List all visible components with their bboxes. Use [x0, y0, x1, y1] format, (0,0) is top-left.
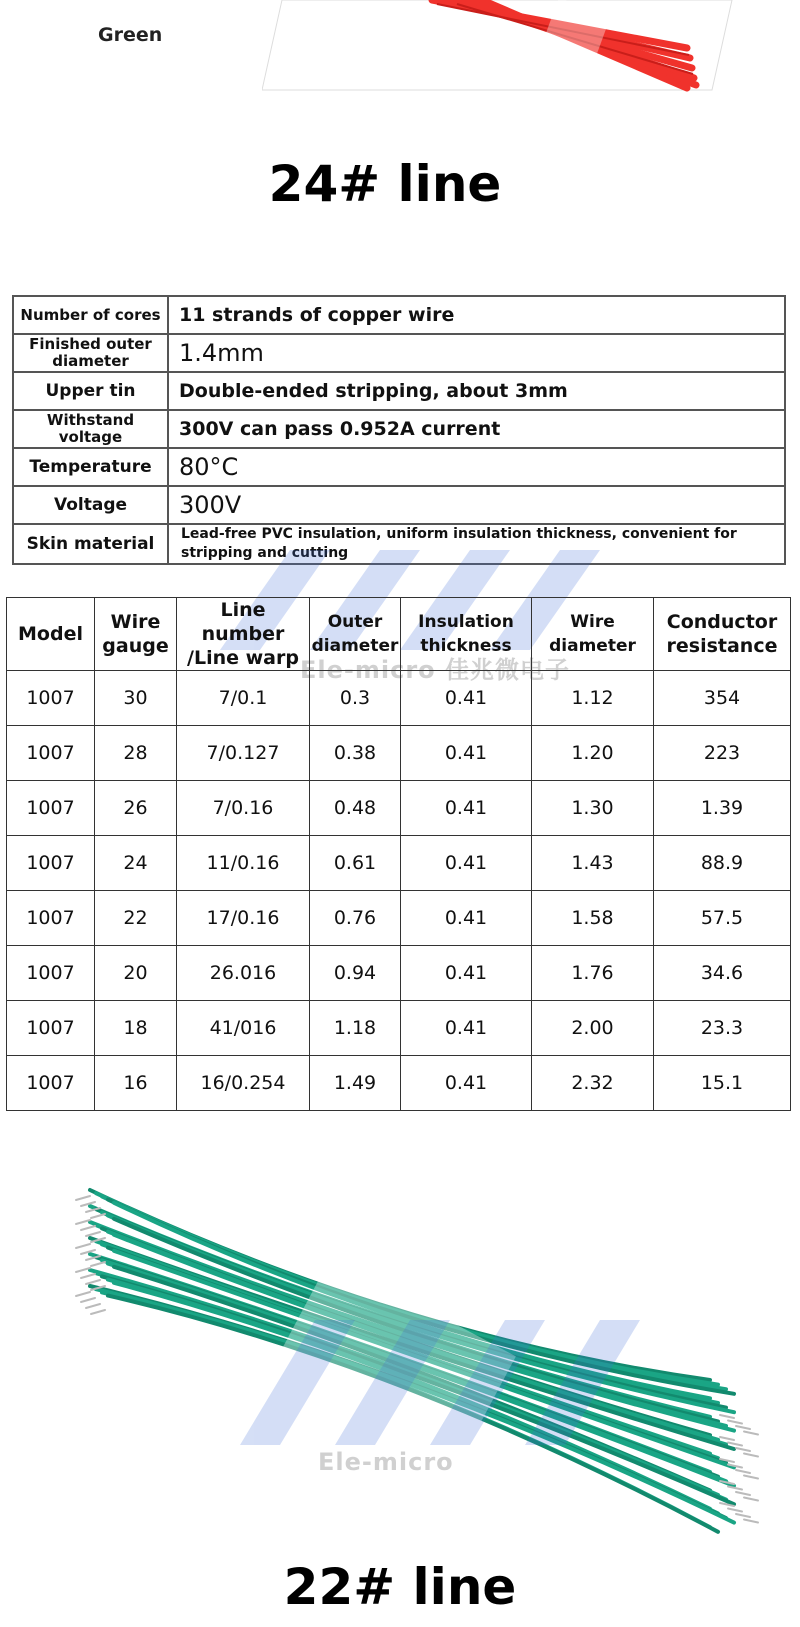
table-cell: 0.41: [401, 946, 532, 1001]
spec-key: Temperature: [13, 448, 168, 486]
table-cell: 15.1: [654, 1056, 791, 1111]
spec-value: Lead-free PVC insulation, uniform insulation thickness, convenient for stripping and cutting: [168, 524, 785, 564]
color-label: Green: [98, 24, 163, 46]
table-cell: 1.43: [532, 836, 654, 891]
table-cell: 0.94: [310, 946, 401, 1001]
table-cell: 24: [95, 836, 177, 891]
table-cell: 0.38: [310, 726, 401, 781]
table-cell: 0.3: [310, 671, 401, 726]
table-cell: 0.41: [401, 1056, 532, 1111]
spec-value: 300V can pass 0.952A current: [168, 410, 785, 448]
table-row: [7, 1056, 791, 1111]
table-cell: 1007: [7, 836, 95, 891]
table-cell: 223: [654, 726, 791, 781]
table-row: [7, 781, 791, 836]
table-cell: 1007: [7, 671, 95, 726]
spec-table: [12, 295, 786, 565]
spec-row: [13, 486, 785, 524]
table-cell: 2.32: [532, 1056, 654, 1111]
table-cell: 7/0.1: [177, 671, 310, 726]
column-header-line-number: Line number /Line warp: [177, 598, 310, 671]
spec-value: Double-ended stripping, about 3mm: [168, 372, 785, 410]
table-cell: 1.18: [310, 1001, 401, 1056]
table-row: [7, 946, 791, 1001]
table-cell: 7/0.16: [177, 781, 310, 836]
table-cell: 26: [95, 781, 177, 836]
table-cell: 1.30: [532, 781, 654, 836]
table-cell: 0.41: [401, 726, 532, 781]
table-cell: 16: [95, 1056, 177, 1111]
table-header-row: [7, 598, 791, 671]
table-row: [7, 836, 791, 891]
table-cell: 1007: [7, 946, 95, 1001]
table-cell: 30: [95, 671, 177, 726]
table-cell: 0.41: [401, 891, 532, 946]
spec-key: Skin material: [13, 524, 168, 564]
table-cell: 1007: [7, 891, 95, 946]
spec-key: Finished outer diameter: [13, 334, 168, 372]
table-cell: 0.76: [310, 891, 401, 946]
table-cell: 1.39: [654, 781, 791, 836]
table-cell: 18: [95, 1001, 177, 1056]
table-cell: 1.76: [532, 946, 654, 1001]
table-cell: 1.20: [532, 726, 654, 781]
table-cell: 2.00: [532, 1001, 654, 1056]
table-cell: 34.6: [654, 946, 791, 1001]
table-row: [7, 671, 791, 726]
spec-key: Number of cores: [13, 296, 168, 334]
table-cell: 1.49: [310, 1056, 401, 1111]
spec-row: [13, 334, 785, 372]
table-cell: 1007: [7, 726, 95, 781]
table-cell: 17/0.16: [177, 891, 310, 946]
table-cell: 0.41: [401, 781, 532, 836]
spec-row: [13, 296, 785, 334]
table-cell: 1.12: [532, 671, 654, 726]
table-cell: 88.9: [654, 836, 791, 891]
column-header-model: Model: [7, 598, 95, 671]
table-cell: 7/0.127: [177, 726, 310, 781]
table-cell: 1007: [7, 781, 95, 836]
table-cell: 1007: [7, 1056, 95, 1111]
table-cell: 0.41: [401, 836, 532, 891]
table-cell: 41/016: [177, 1001, 310, 1056]
column-header-wire-gauge: Wire gauge: [95, 598, 177, 671]
table-cell: 23.3: [654, 1001, 791, 1056]
table-row: [7, 1001, 791, 1056]
table-cell: 354: [654, 671, 791, 726]
spec-value: 11 strands of copper wire: [168, 296, 785, 334]
spec-key: Withstand voltage: [13, 410, 168, 448]
brand-watermark-logo-2: [220, 1320, 640, 1450]
table-row: [7, 726, 791, 781]
spec-row: [13, 372, 785, 410]
table-cell: 0.41: [401, 671, 532, 726]
section-title-22: 22# line: [283, 1558, 517, 1616]
red-wire-bundle-image: [262, 0, 742, 96]
table-cell: 28: [95, 726, 177, 781]
model-table: [6, 597, 791, 1111]
brand-watermark-text-2: Ele-micro: [318, 1448, 454, 1476]
table-cell: 0.61: [310, 836, 401, 891]
table-cell: 1007: [7, 1001, 95, 1056]
table-cell: 16/0.254: [177, 1056, 310, 1111]
spec-key: Voltage: [13, 486, 168, 524]
spec-row: [13, 410, 785, 448]
table-cell: 11/0.16: [177, 836, 310, 891]
column-header-conductor-resistance: Conductor resistance: [654, 598, 791, 671]
spec-row: [13, 448, 785, 486]
column-header-wire-diameter: Wire diameter: [532, 598, 654, 671]
column-header-insulation-thickness: Insulation thickness: [401, 598, 532, 671]
table-cell: 57.5: [654, 891, 791, 946]
spec-value: 300V: [168, 486, 785, 524]
spec-value: 1.4mm: [168, 334, 785, 372]
table-cell: 26.016: [177, 946, 310, 1001]
spec-value: 80°C: [168, 448, 785, 486]
table-cell: 1.58: [532, 891, 654, 946]
table-row: [7, 891, 791, 946]
section-title-24: 24# line: [268, 155, 502, 213]
column-header-outer-diameter: Outer diameter: [310, 598, 401, 671]
table-cell: 20: [95, 946, 177, 1001]
table-cell: 22: [95, 891, 177, 946]
spec-key: Upper tin: [13, 372, 168, 410]
table-cell: 0.41: [401, 1001, 532, 1056]
table-cell: 0.48: [310, 781, 401, 836]
brand-watermark-text: Ele-micro 佳兆微电子: [300, 656, 570, 684]
